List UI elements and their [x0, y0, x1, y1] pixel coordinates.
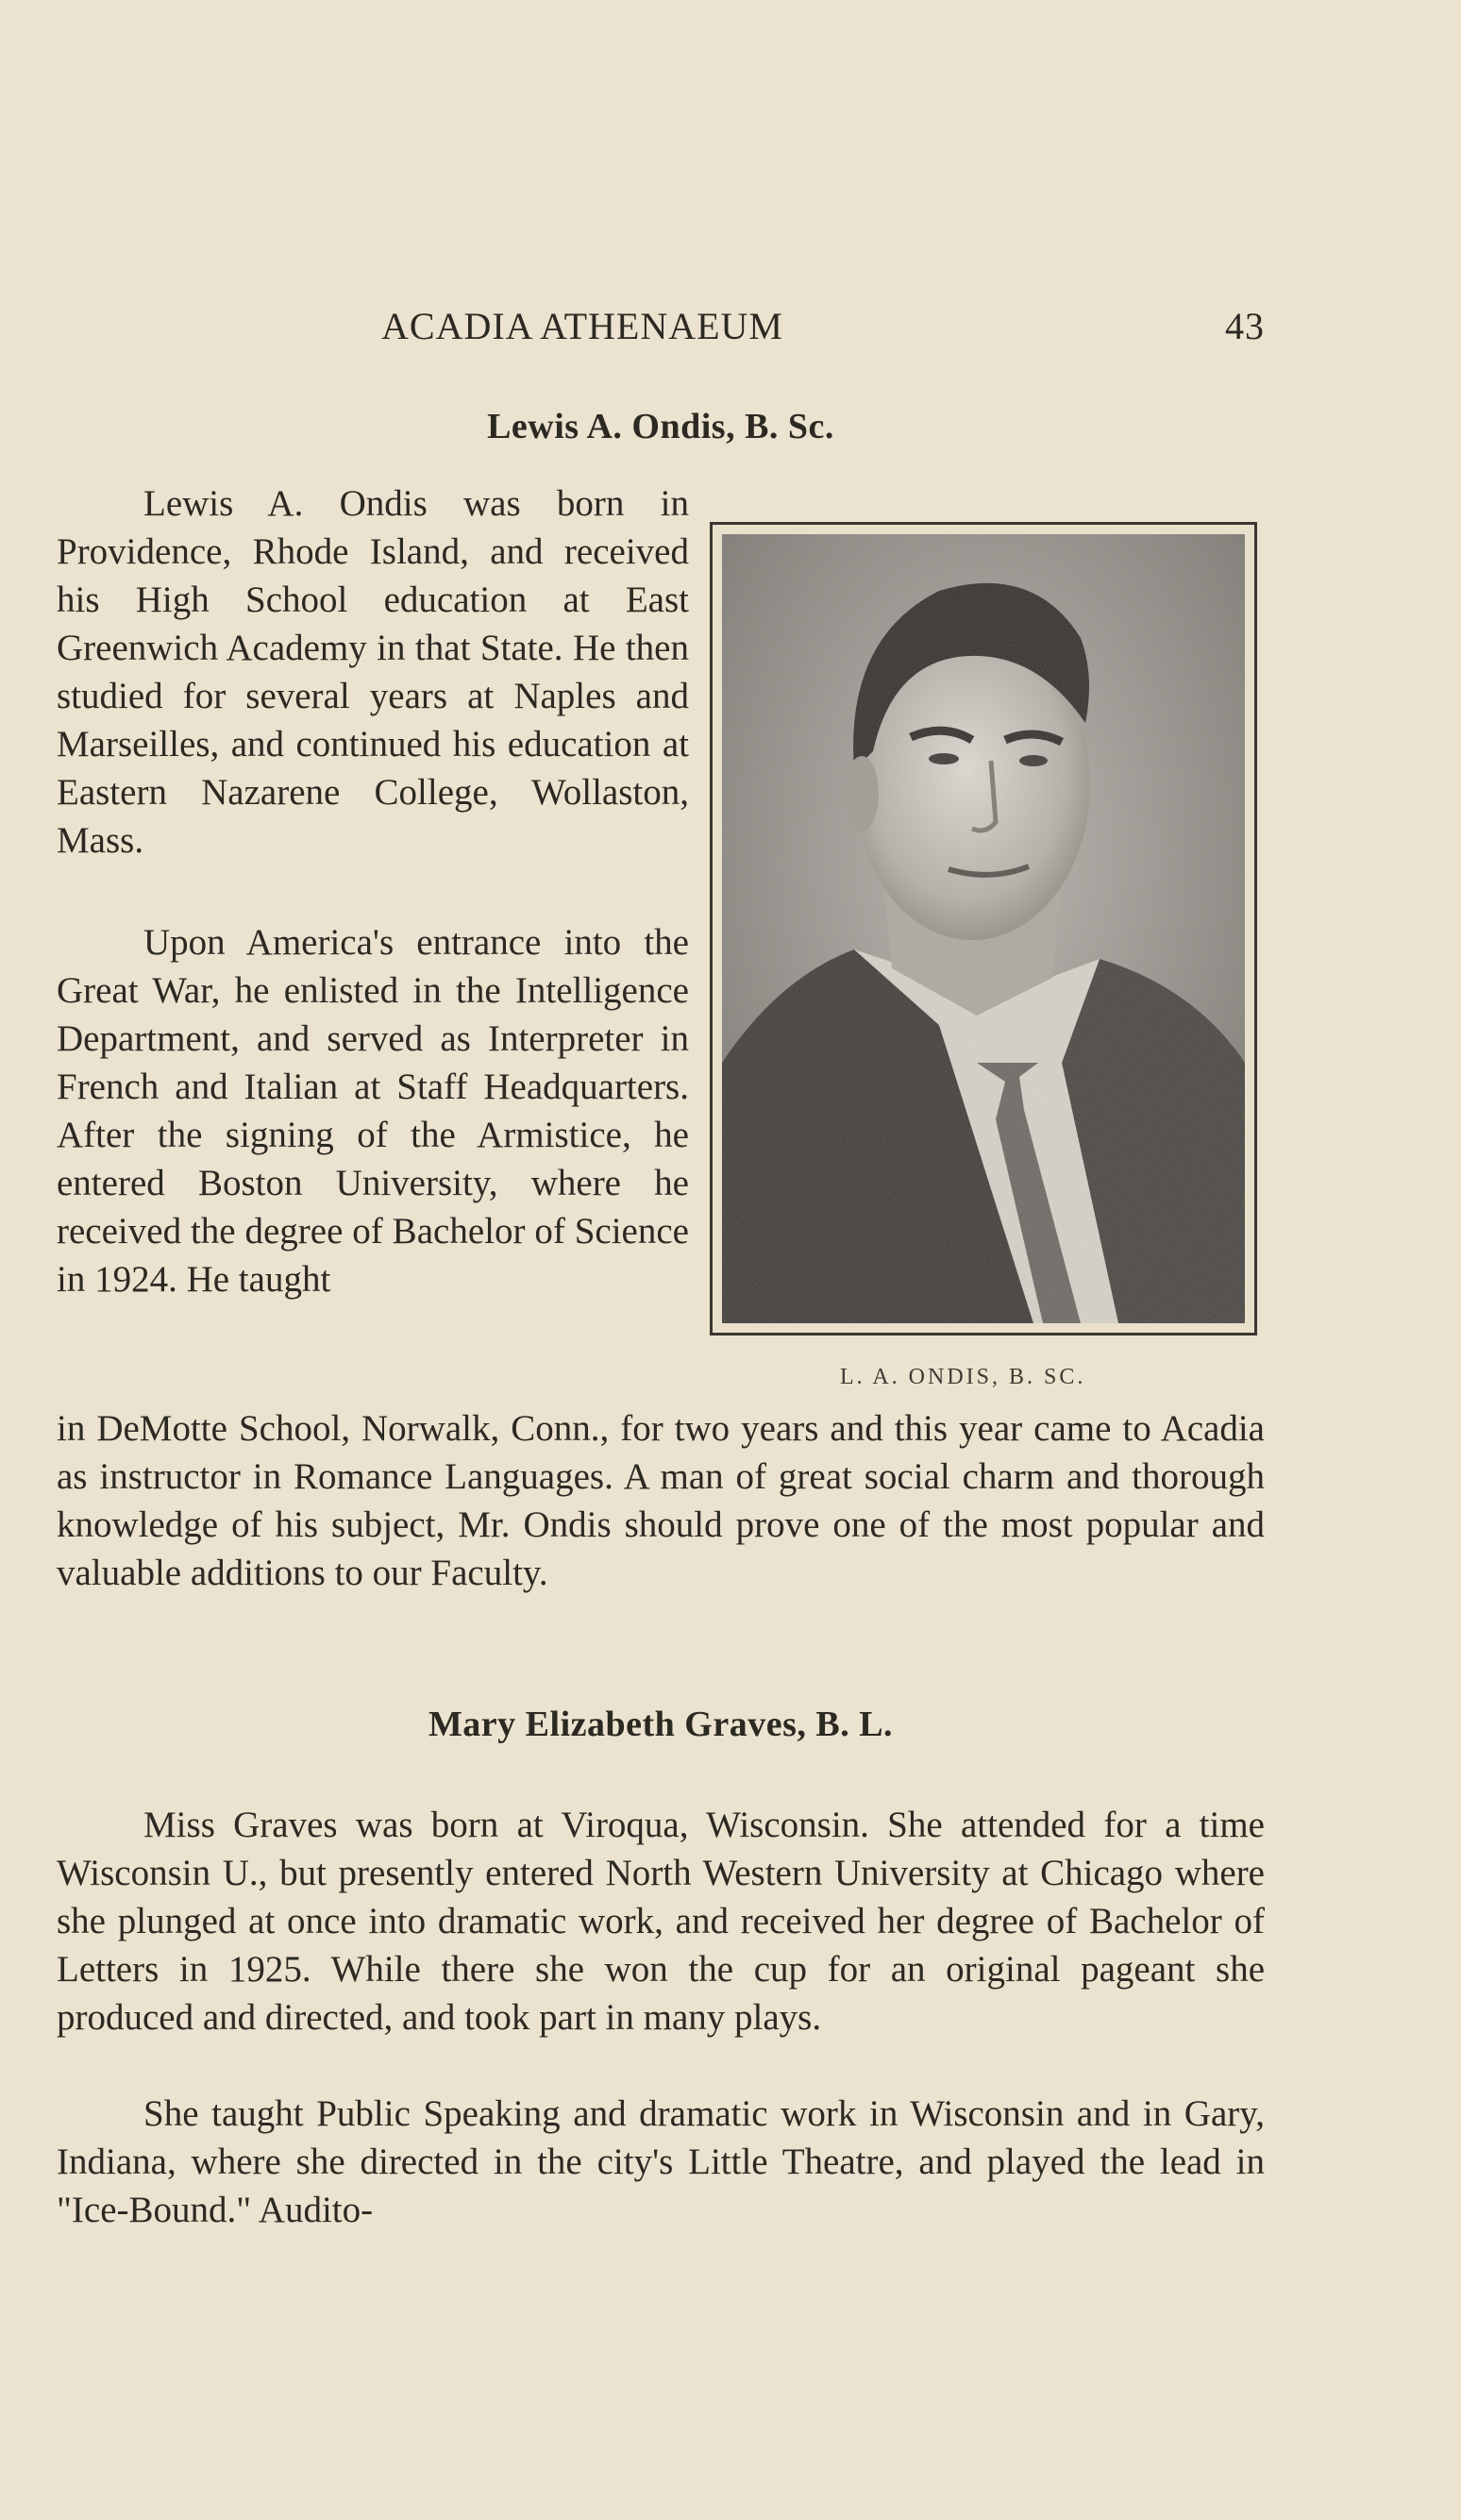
page-number: 43 — [1225, 305, 1265, 347]
ondis-paragraph-2: Upon America's entrance into the Great War, he enlisted in the Intelligence Department, and served as Interpreter in French and Italian at Staff Headquarters. After the signing of the Armistice, he entered Boston University, where he received the degree of Bachelor of Science in 1924. He taught — [57, 922, 689, 1300]
graves-paragraph-1: Miss Graves was born at Viroqua, Wisconsin. She attended for a time Wisconsin U., but presently entered North Western University at Chicago where she plunged at once into dramatic work, and received her degree of Bachelor of Letters in 1925. While there she won the cup for an original pageant she produced and directed, and took part in many plays. — [57, 1805, 1265, 2038]
section-heading-graves: Mary Elizabeth Graves, B. L. — [428, 1705, 894, 1744]
running-title: ACADIA ATHENAEUM — [381, 305, 783, 347]
ondis-paragraph-1: Lewis A. Ondis was born in Providence, Rhode Island, and received his High School education at East Greenwich Academy in that State. He then studied for several years at Naples and Marseilles, and continued his education at Eastern Nazarene College, Wollaston, Mass. — [57, 483, 689, 861]
portrait-photo — [710, 522, 1257, 1336]
photo-caption: L. A. ONDIS, B. SC. — [840, 1365, 1086, 1389]
ondis-paragraph-2-continued: in DeMotte School, Norwalk, Conn., for two years and this year came to Acadia as instructor in Romance Languages. A man of great social charm and thorough knowledge of his subject, Mr. Ondis should prove one of the most popular and valuable additions to our Faculty. — [57, 1408, 1265, 1593]
portrait-image — [722, 534, 1245, 1323]
graves-paragraph-2: She taught Public Speaking and dramatic work in Wisconsin and in Gary, Indiana, where she directed in the city's Little Theatre, and played the lead in "Ice-Bound." Audito- — [57, 2093, 1265, 2230]
section-heading-ondis: Lewis A. Ondis, B. Sc. — [487, 407, 834, 446]
